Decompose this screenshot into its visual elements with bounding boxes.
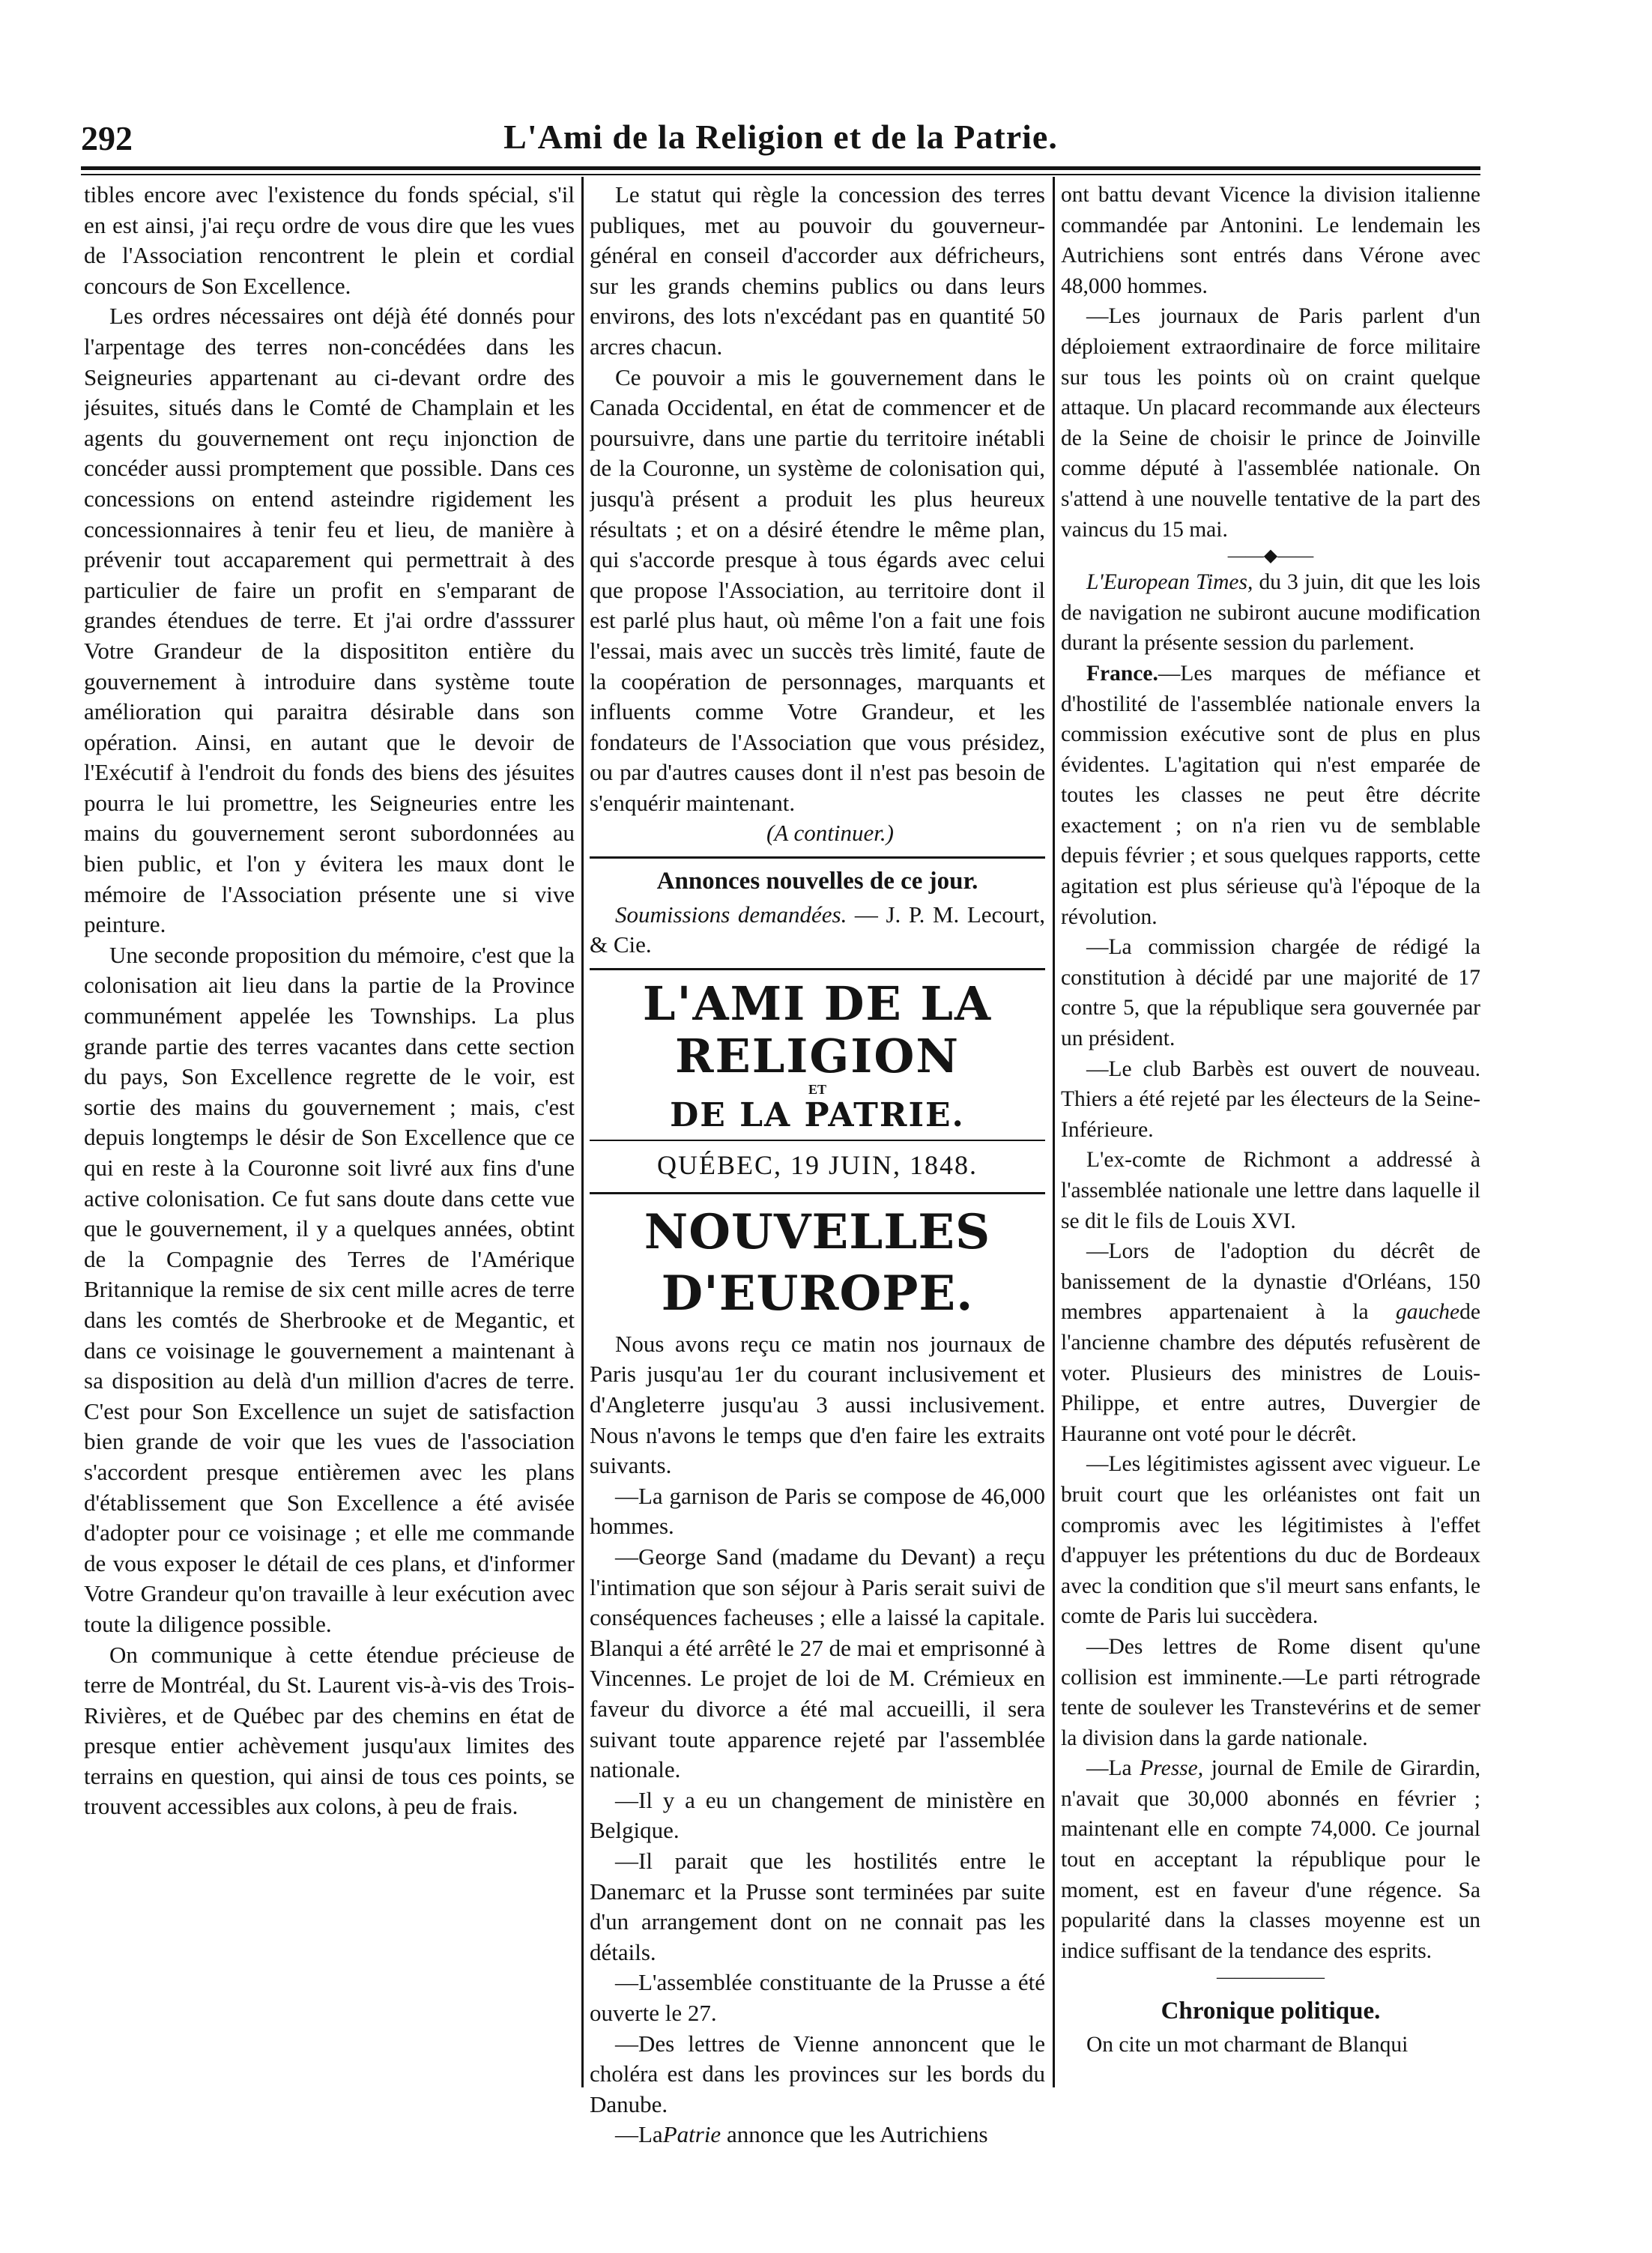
section-divider [590, 856, 1045, 859]
chronicle-heading: Chronique politique. [1161, 1998, 1381, 2025]
news-text: —La [1086, 1756, 1132, 1781]
dateline: QUÉBEC, 19 JUIN, 1848. [657, 1149, 978, 1180]
masthead-rule [590, 1192, 1045, 1194]
masthead-title: L'AMI DE LA RELIGION [642, 976, 993, 1083]
column-1 [84, 180, 575, 2158]
emphasis-word: gauche [1395, 1300, 1460, 1325]
col3-paragraph: L'ex-comte de Richmont a addressé à l'assemblée nationale une lettre dans laquelle il se dit le fils de Louis XVI. [1061, 1148, 1480, 1233]
col2-paragraph: Ce pouvoir a mis le gouvernement dans le Canada Occidental, en état de commencer et de poursuivre, dans une partie du territoire inétabli de la Couronne, un système de colonisation qui, jusqu'à présent a produit les plus heureux résultats ; et on a désiré étendre le même plan, qui s'accorde presque à tous égards avec celui que propose l'Association, au territoire dont il est parlé plus haut, où même l'on a fait une fois l'essai, mais avec un succès très limité, faute de la coopération de personnages, marquants et influents comme Votre Grandeur, et les fondateurs de l'Association que vous présidez, ou par d'autres causes dont il n'est pas besoin de s'enquérir maintenant. [590, 363, 1045, 816]
announcement-item [590, 900, 1045, 961]
column-3 [1061, 180, 1480, 2158]
col3-paragraph [1061, 1236, 1480, 1449]
announcement-label: Soumissions demandées. [615, 901, 847, 928]
col3-paragraph [1061, 659, 1480, 932]
col3-paragraph: —Les légitimistes agissent avec vigueur. Le bruit court que les orléanistes ont fait un compromis avec les légitimistes à l'effet d'appuyer les prétentions du duc de Bordeaux avec la condition que s'il meurt sans enfants, le comte de Paris lui succèdera. [1061, 1452, 1480, 1629]
news-item: —George Sand (madame du Devant) a reçu l'intimation que son séjour à Paris serait suivi de conséquences facheuses ; elle a laissé la capitale. Blanqui a été arrêté le 27 de mai et emprisonné à Vincennes. Le projet de loi de M. Crémieux en faveur du divorce a été mal accueilli, il sera suivant toute apparence rejeté par l'assemblée nationale. [590, 1543, 1045, 1783]
announcement-text: — J. P. M. Lecourt, & Cie. [590, 901, 1045, 958]
col1-paragraph: tibles encore avec l'existence du fonds spécial, s'il en est ainsi, j'ai reçu ordre de vous dire que les vues de l'Association rencontrent le plein et cordial concours de Son Excellence. [84, 181, 575, 299]
section-divider [590, 968, 1045, 970]
news-item: —Il parait que les hostilités entre le Danemarc et la Prusse sont terminées par suite d'un arrangement dont on ne connait pas les détails. [590, 1847, 1045, 1965]
masthead-conjunction: ET [808, 1081, 826, 1097]
col3-paragraph: —Le club Barbès est ouvert de nouveau. Thiers a été rejeté par les électeurs de la Seine-Inférieure. [1061, 1056, 1480, 1142]
country-keyword: France. [1086, 661, 1158, 686]
news-text: annonce que les Autrichiens [726, 2121, 988, 2148]
ornament-divider: ——◆—— [1227, 546, 1314, 566]
col3-paragraph: On cite un mot charmant de Blanqui [1086, 2033, 1409, 2057]
news-item: Nous avons reçu ce matin nos journaux de Paris jusqu'au 1er du courant inclusivement et d'Angleterre jusqu'au 3 aussi inclusivement. Nous n'avons le temps que d'en faire les extraits suivants. [590, 1330, 1045, 1479]
news-text: journal de Emile de Girardin, n'avait que 30,000 abonnés en février ; maintenant elle en compte 74,000. Ce journal tout en acceptant la république pour le moment, est en faveur d'une régence. Sa popularité dans la classes moyenne est un indice suffisant de la tendance des esprits. [1061, 1756, 1480, 1963]
news-text: —Les marques de méfiance et d'hostilité de l'assemblée nationale envers la commission exécutive sont de plus en plus évidentes. L'agitation qui n'est emparée de toutes les classes ne peut être décrite exactement ; on n'a rien vu de semblable depuis février ; et sous quelques rapports, cette agitation est plus sérieuse qu'à l'époque de la révolution. [1061, 661, 1480, 929]
col1-paragraph: Une seconde proposition du mémoire, c'est que la colonisation ait lieu dans la partie de la Province communément appelée les Townships. La plus grande partie des terres vacantes dans cette section du pays, Son Excellence regrette de le voir, est sortie des mains du gouvernement ; mais, c'est depuis longtemps le désir de Son Excellence que ce qui en reste à la Couronne soit livré aux fins d'une active colonisation. Ce fut sans doute dans cette vue que le gouvernement, il y a quelques années, obtint de la Compagnie des Terres de l'Amérique Britannique la remise de six cent mille acres de terre dans les comtés de Sherbrooke et de Megantic, et dans ce voisinage le gouvernement a maintenant à sa disposition au delà d'un million d'acres de terre. C'est pour Son Excellence un sujet de satisfaction bien grande de voir que les vues de l'association s'accordent presque entièremen avec les plans d'établissement que Son Excellence a été avisée d'adopter pour ce voisinage ; et elle me commande de vous exposer le détail de ces plans, et d'informer Votre Grandeur qu'on travaille à leur exécution avec toute la diligence possible. [84, 941, 575, 1637]
news-item: —La garnison de Paris se compose de 46,000 hommes. [590, 1482, 1045, 1540]
section-heading: NOUVELLES D'EUROPE. [644, 1203, 991, 1322]
news-item [590, 2120, 1045, 2150]
col3-paragraph: —Des lettres de Rome disent qu'une collision est imminente.—Le parti rétrograde tente de soulever les Transtevérins et de semer la division dans la garde nationale. [1061, 1634, 1480, 1750]
announcements-heading: Annonces nouvelles de ce jour. [656, 868, 978, 895]
news-text: du 3 juin, dit que les lois de navigation ne subiront aucune modification durant la présente session du parlement. [1061, 570, 1480, 656]
newspaper-name: Presse, [1140, 1756, 1204, 1781]
news-item: —L'assemblée constituante de la Prusse a été ouverte le 27. [590, 1969, 1045, 2026]
header-rule-thin [81, 174, 1480, 175]
header-rule [81, 166, 1480, 170]
news-text: —Lors de l'adoption du décrêt de banissement de la dynastie d'Orléans, 150 membres appartenaient à la [1061, 1239, 1480, 1325]
news-item: —Il y a eu un changement de ministère en Belgique. [590, 1786, 1045, 1844]
col3-paragraph [1061, 567, 1480, 659]
running-title: L'Ami de la Religion et de la Patrie. [503, 118, 1058, 156]
col3-paragraph: ont battu devant Vicence la division italienne commandée par Antonini. Le lendemain les Autrichiens sont entrés dans Vérone avec 48,000 hommes. [1061, 183, 1480, 298]
col3-paragraph [1061, 1753, 1480, 1966]
col1-paragraph: Les ordres nécessaires ont déjà été donnés pour l'arpentage des terres non-concédées dans les Seigneuries appartenant au ci-devant ordre des jésuites, situés dans le Comté de Champlain et les agents du gouvernement ont reçu injonction de concéder aussi promptement que possible. Dans ces concessions on entend asteindre rigidement les concessionnaires à tenir feu et lieu, de manière à prévenir tout accaparement qui permettrait à des particulier de faire un profit en s'emparant de grandes étendues de terre. Et j'ai ordre d'asssurer Votre Grandeur de la disposititon entière du gouvernement à introduire dans système toute amélioration qui paraitra désirable dans son opération. Ainsi, en autant que le devoir de l'Exécutif à l'endroit du fonds des biens des jésuites pourra le lui promettre, les Seigneuries entre les mains du gouvernement seront subordonnées au bien public, et l'on y évitera les maux dont le mémoire de l'Association présente une si vive peinture. [84, 303, 575, 938]
col3-paragraph: —La commission chargée de rédigé la constitution à décidé par une majorité de 17 contre 5, que la république sera gouvernée par un président. [1061, 935, 1480, 1051]
col1-paragraph: On communique à cette étendue précieuse de terre de Montréal, du St. Laurent vis-à-vis des Trois-Rivières, et de Québec par des chemins en état de presque entier achèvement jusqu'aux limites des terrains en question, qui ainsi de tous ces points, se trouvent accessibles aux colons, à peu de frais. [84, 1641, 575, 1820]
column-2 [590, 180, 1045, 2158]
to-be-continued: (A continuer.) [766, 820, 894, 847]
masthead-subtitle: DE LA PATRIE. [670, 1095, 965, 1134]
newspaper-name: Patrie [662, 2121, 721, 2148]
column-rule-left [581, 177, 584, 2087]
newspaper-name: L'European Times, [1086, 570, 1253, 595]
ornament-divider: —————— [1217, 1968, 1325, 1988]
column-rule-right [1053, 177, 1055, 2087]
col3-paragraph: —Les journaux de Paris parlent d'un déploiement extraordinaire de force militaire sur tous les points où on craint quelque attaque. Un placard recommande aux électeurs de la Seine de choisir le prince de Joinville comme député à l'assemblée nationale. On s'attend à une nouvelle tentative de la part des vaincus du 15 mai. [1061, 304, 1480, 542]
col2-paragraph: Le statut qui règle la concession des terres publiques, met au pouvoir du gouverneur-général en conseil d'accorder aux défricheurs, sur les grands chemins publics ou dans leurs environs, des lots n'excédant pas en quantité 50 arcres chacun. [590, 181, 1045, 360]
page-header [81, 111, 1480, 171]
news-item: —Des lettres de Vienne annoncent que le choléra est dans les provinces sur les bords du Danube. [590, 2030, 1045, 2117]
page-number: 292 [81, 119, 133, 157]
masthead-rule [590, 1140, 1045, 1141]
news-text: —La [615, 2121, 663, 2148]
news-text: de l'ancienne chambre des députés refusèrent de voter. Plusieurs des ministres de Louis-Philippe, et entre autres, Duvergier de Hauranne ont voté pour le décrêt. [1061, 1300, 1480, 1446]
